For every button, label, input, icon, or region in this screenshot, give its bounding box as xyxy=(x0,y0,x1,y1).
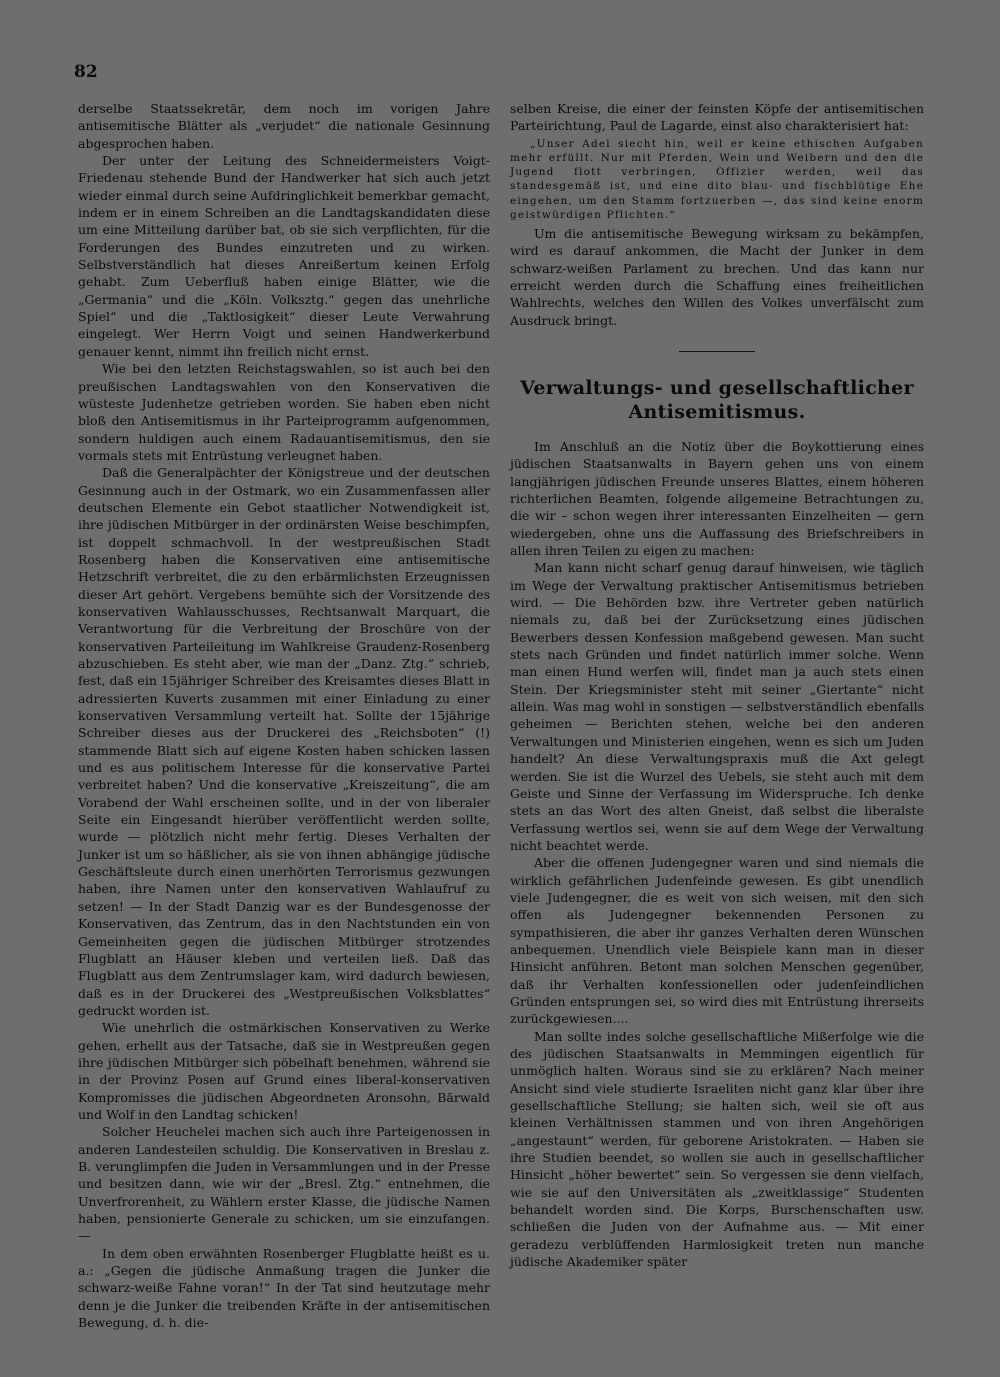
paragraph: selben Kreise, die einer der feinsten Köpfe der antisemitischen Parteirichtung, Paul de Lagarde, einst also charakterisiert hat: xyxy=(510,101,924,134)
paragraph: Um die antisemitische Bewegung wirksam zu bekämpfen, wird es darauf ankommen, die Macht der Junker in dem schwarz-weißen Parlament zu brechen. Und das kann nur erreicht werden durch die Schaffung eines freiheitlichen Wahlrechts, welches den Willen des Volkes unverfälscht zum Ausdruck bringt. xyxy=(510,225,924,328)
paragraph: In dem oben erwähnten Rosenberger Flugblatte heißt es u. a.: „Gegen die jüdische Anmaßung tragen die Junker die schwarz-weiße Fahne voran!“ In der Tat sind heutzutage mehr denn je die Junker die treibenden Kräfte in der antisemitischen Bewegung, d. h. die- xyxy=(78,1245,490,1331)
paragraph: Der unter der Leitung des Schneidermeisters Voigt-Friedenau stehende Bund der Handwerker hat sich auch jetzt wieder einmal durch seine Aufdringlichkeit bemerkbar gemacht, indem er in einem Schreiben an die Landtagskandidaten diese um eine Mitteilung darüber bat, ob sie sich verpflichten, für die Forderungen des Bundes einzutreten und zu wirken. Selbstverständlich hat dieses Anreißertum keinen Erfolg gehabt. Zum Ueberfluß haben einige Blätter, wie die „Germania“ und die „Köln. Volksztg.“ gegen das unehrliche Spiel“ und die „Taktlosigkeit“ dieser Leute Verwahrung eingelegt. Wer Herrn Voigt und seinen Handwerkerbund genauer kennt, nimmt ihn freilich nicht ernst. xyxy=(78,153,490,359)
right-column xyxy=(510,100,924,1270)
section-heading: Verwaltungs- und gesellschaftlicher Antisemitismus. xyxy=(520,376,914,423)
paragraph: Solcher Heuchelei machen sich auch ihre Parteigenossen in anderen Landesteilen schuldig. Die Konservativen in Breslau z. B. verunglimpfen die Juden in Versammlungen und in der Presse und besitzen dann, wie wir der „Bresl. Ztg.“ entnehmen, die Unverfrorenheit, zu Wählern erster Klasse, die jüdische Namen haben, pensionierte Generale zu schicken, um sie einzufangen. — xyxy=(78,1124,490,1244)
paragraph: derselbe Staatssekretär, dem noch im vorigen Jahre antisemitische Blätter als „verjudet“ die nationale Gesinnung abgesprochen haben. xyxy=(78,101,490,151)
left-column xyxy=(78,100,490,1331)
paragraph: Wie bei den letzten Reichstagswahlen, so ist auch bei den preußischen Landtagswahlen von den Konservativen die wüsteste Judenhetze getrieben worden. Sie haben eben nicht bloß den Antisemitismus in ihr Parteiprogramm aufgenommen, sondern huldigen auch einem Radauantisemitismus, den sie vormals stets mit Entrüstung verleugnet haben. xyxy=(78,361,490,463)
paragraph: Aber die offenen Judengegner waren und sind niemals die wirklich gefährlichen Judenfeinde gewesen. Es gibt unendlich viele Judengegner, die es weit von sich weisen, mit den sich offen als Judengegner bekennenden Personen zu sympathisieren, die aber ihr ganzes Verhalten deren Wünschen anbequemen. Unendlich viele Beispiele kann man in dieser Hinsicht anführen. Betont man solchen Menschen gegenüber, daß ihr Verhalten konfessionellen oder judenfeindlichen Gründen entsprungen sei, so wird dies mit Entrüstung ihrerseits zurückgewiesen.... xyxy=(510,855,924,1027)
paragraph: Man kann nicht scharf genug darauf hinweisen, wie täglich im Wege der Verwaltung praktischer Antisemitismus betrieben wird. — Die Behörden bzw. ihre Vertreter geben natürlich niemals zu, daß bei der Zurücksetzung eines jüdischen Bewerbers dessen Konfession maßgebend gewesen. Man sucht stets nach Gründen und findet natürlich immer solche. Wenn man einen Hund werfen will, findet man ja auch stets einen Stein. Der Kriegsminister steht mit seiner „Giertante“ nicht allein. Was mag wohl in sonstigen — selbstverständlich ebenfalls geheimen — Berichten stehen, welche bei den anderen Verwaltungen und Ministerien eingehen, wenn es sich um Juden handelt? An diese Verwaltungspraxis muß die Axt gelegt werden. Sie ist die Wurzel des Uebels, sie steht auch mit dem Geiste und Sinne der Verfassung im Widerspruche. Ich denke stets an das Wort des alten Gneist, daß selbst die liberalste Verfassung wertlos sei, wenn sie auf dem Wege der Verwaltung nicht beachtet werde. xyxy=(510,560,924,853)
page-number: 82 xyxy=(74,62,98,82)
section-divider xyxy=(679,351,755,352)
paragraph: Man sollte indes solche gesellschaftliche Mißerfolge wie die des jüdischen Staatsanwalts in Memmingen eigentlich für unmöglich halten. Woraus sind sie zu erklären? Nach meiner Ansicht sind viele studierte Israeliten nicht ganz klar über ihre gesellschaftliche Stellung; sie halten sich, weil sie oft aus kleinen Verhältnissen stammen und von ihren Angehörigen „angestaunt“ werden, für geborene Aristokraten. — Haben sie ihre Studien beendet, so wollen sie auch in gesellschaftlicher Hinsicht „höher bewertet“ sein. So vergessen sie denn vielfach, wie sie auf den Universitäten als „zweitklassige“ Studenten behandelt worden sind. Die Korps, Burschenschaften usw. schließen die Juden von der Aufnahme aus. — Mit einer geradezu verblüffenden Harmlosigkeit treten nun manche jüdische Akademiker später xyxy=(510,1028,924,1270)
paragraph: Daß die Generalpächter der Königstreue und der deutschen Gesinnung auch in der Ostmark, wo ein Zusammenfassen aller deutschen Elemente ein Gebot staatlicher Notwendigkeit ist, ihre jüdischen Mitbürger in der ordinärsten Weise beschimpfen, ist doppelt schmachvoll. In der westpreußischen Stadt Rosenberg haben die Konservativen eine antisemitische Hetzschrift verbreitet, die zu den erbärmlichsten Erzeugnissen dieser Art gehört. Vergebens bemühte sich der Vorsitzende des konservativen Wahlausschusses, Rechtsanwalt Marquart, die Verantwortung für die Verbreitung der Broschüre von der konservativen Parteileitung im Wahlkreise Graudenz-Rosenberg abzuschieben. Es steht aber, wie man der „Danz. Ztg.“ schrieb, fest, daß ein 15jähriger Schreiber des Kreisamtes dieses Blatt in adressierten Kuverts zusammen mit einer Einladung zu einer konservativen Versammlung verteilt hat. Sollte der 15jährige Schreiber dieses aus der Druckerei des „Reichsboten“ (!) stammende Blatt sich auf eigene Kosten haben schicken lassen und es aus politischem Interesse für die konservative Partei verbreitet haben? Und die konservative „Kreiszeitung“, die am Vorabend der Wahl erscheinen sollte, und in der von liberaler Seite ein Eingesandt hierüber veröffentlicht werden sollte, wurde — plötzlich nicht mehr fertig. Dieses Verhalten der Junker ist um so häßlicher, als sie von ihnen abhängige jüdische Geschäftsleute durch einen unerhörten Terrorismus gezwungen haben, ihre Namen unter den konservativen Wahlaufruf zu setzen! — In der Stadt Danzig war es der Bundesgenosse der Konservativen, das Zentrum, das in den Nachtstunden ein von Gemeinheiten gegen die jüdischen Mitbürger strotzendes Flugblatt an Häuser kleben und verteilen ließ. Daß das Flugblatt aus dem Zentrumslager kam, wird dadurch bewiesen, daß es in der Druckerei des „Westpreußischen Volksblattes“ gedruckt worden ist. xyxy=(78,465,490,1018)
paragraph: Wie unehrlich die ostmärkischen Konservativen zu Werke gehen, erhellt aus der Tatsache, daß sie in Westpreußen gegen ihre jüdischen Mitbürger sich pöbelhaft benehmen, während sie in der Provinz Posen auf Grund eines liberal-konservativen Kompromisses die jüdischen Abgeordneten Aronsohn, Bärwald und Wolf in den Landtag schicken! xyxy=(78,1020,490,1122)
paragraph: Im Anschluß an die Notiz über die Boykottierung eines jüdischen Staatsanwalts in Bayern gehen uns von einem langjährigen jüdischen Freunde unseres Blattes, einem höheren richterlichen Beamten, folgende allgemeine Betrachtungen zu, die wir – schon wegen ihrer interessanten Einzelheiten — gern wiedergeben, ohne uns die Auffassung des Briefschreibers in allen ihren Teilen zu eigen zu machen: xyxy=(510,438,924,559)
block-quote: „Unser Adel siecht hin, weil er keine ethischen Aufgaben mehr erfüllt. Nur mit Pferden, Wein und Weibern und den die Jugend flott verbringen, Offizier werden, weil das standesgemäß ist, und eine dito blau- und fischblütige Ehe eingehen, um den Stamm fortzuerben —, das sind keine enorm geistwürdigen Pflichten.“ xyxy=(510,137,924,221)
